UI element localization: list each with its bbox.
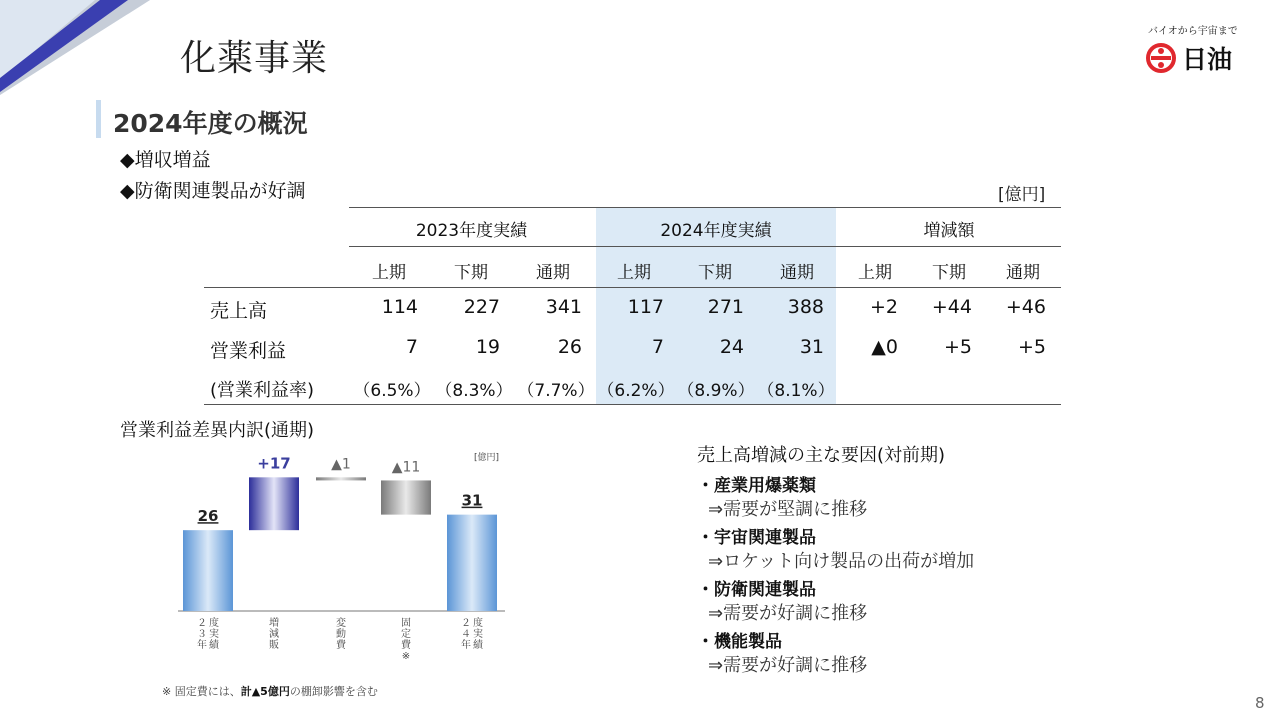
sub-header: 上期 [858,263,892,283]
table-cell: （7.7%） [517,381,595,401]
table-cell: 31 [799,336,824,358]
section-accent-bar [96,100,101,138]
table-cell: 271 [707,296,744,318]
waterfall-category-label: 固定費※ [401,618,411,662]
waterfall-bar [381,480,431,514]
sub-header: 通期 [780,263,814,283]
table-cell: 26 [557,336,582,358]
bullet-item: ◆増収増益 [120,149,211,171]
waterfall-bar [447,515,497,611]
factor-detail: ⇒ロケット向け製品の出荷が増加 [708,551,975,572]
row-label: (営業利益率) [210,380,315,401]
table-cell: 341 [545,296,582,318]
waterfall-category-label: 変動費 [336,618,346,651]
sub-header: 下期 [454,263,488,283]
table-cell: 7 [405,336,418,358]
bullet-item: ◆防衛関連製品が好調 [120,180,306,202]
section-title: 2024年度の概況 [113,109,308,138]
sub-header: 下期 [698,263,732,283]
table-rule [204,287,1061,288]
waterfall-bar [183,530,233,611]
table-rule [349,207,1061,208]
group-header: 2024年度実績 [660,221,772,241]
logo-name: 日油 [1182,45,1233,74]
waterfall-value-label: 26 [197,507,219,526]
factors-title: 売上高増減の主な要因(対前期) [697,445,946,466]
sub-header: 通期 [536,263,570,283]
waterfall-category-label: ２４年度実績 [461,618,483,651]
factor-heading: ・産業用爆薬類 [697,476,816,496]
waterfall-value-label: 31 [461,491,483,510]
waterfall-bar [249,477,299,530]
footnote-bold: 計▲5億円 [240,685,290,698]
logo-tagline: バイオから宇宙まで [1148,26,1238,37]
table-cell: ▲0 [871,336,898,358]
row-label: 売上高 [210,300,268,322]
table-cell: +44 [931,296,972,318]
nof-emblem-icon [1146,43,1176,73]
table-cell: （6.5%） [353,381,431,401]
table-cell: （8.3%） [435,381,513,401]
factor-detail: ⇒需要が好調に推移 [708,603,868,624]
footnote [162,683,378,699]
table-cell: +5 [943,336,972,358]
table-cell: （8.9%） [677,381,755,401]
waterfall-value-label: +17 [257,454,291,473]
footnote-suffix: の棚卸影響を含む [289,685,378,698]
waterfall-chart [160,448,520,673]
table-rule [349,246,1061,247]
table-cell: +5 [1017,336,1046,358]
table-rule [204,404,1061,405]
factor-heading: ・防衛関連製品 [697,580,816,600]
sub-header: 通期 [1006,263,1040,283]
waterfall-value-label: ▲11 [391,459,421,476]
company-logo [1146,40,1232,76]
factor-heading: ・機能製品 [697,632,782,652]
waterfall-bar [316,477,366,480]
table-cell: 7 [651,336,664,358]
table-cell: （8.1%） [757,381,835,401]
factor-detail: ⇒需要が好調に推移 [708,655,868,676]
table-cell: 19 [475,336,500,358]
table-cell: 117 [627,296,664,318]
footnote-prefix: ※ 固定費には、 [162,685,241,698]
waterfall-category-label: 増減販 [269,618,279,651]
table-cell: +2 [869,296,898,318]
waterfall-value-label: ▲1 [331,456,351,473]
table-cell: 24 [719,336,744,358]
page-number: 8 [1255,694,1265,712]
factor-detail: ⇒需要が堅調に推移 [708,499,868,520]
table-cell: （6.2%） [597,381,675,401]
corner-decoration [0,0,150,100]
unit-label: [億円] [998,185,1046,205]
waterfall-category-label: ２３年度実績 [197,618,219,651]
sub-header: 上期 [372,263,406,283]
table-cell: 114 [381,296,418,318]
chart-title: 営業利益差異内訳(通期) [120,420,315,441]
chart-unit-label: [億円] [474,453,500,463]
row-label: 営業利益 [210,340,287,362]
page-title: 化薬事業 [180,38,329,79]
group-header: 増減額 [923,221,975,241]
sub-header: 上期 [617,263,651,283]
sub-header: 下期 [932,263,966,283]
table-cell: +46 [1005,296,1046,318]
group-header: 2023年度実績 [415,221,528,241]
table-cell: 388 [787,296,824,318]
factor-heading: ・宇宙関連製品 [697,528,816,548]
table-cell: 227 [463,296,500,318]
